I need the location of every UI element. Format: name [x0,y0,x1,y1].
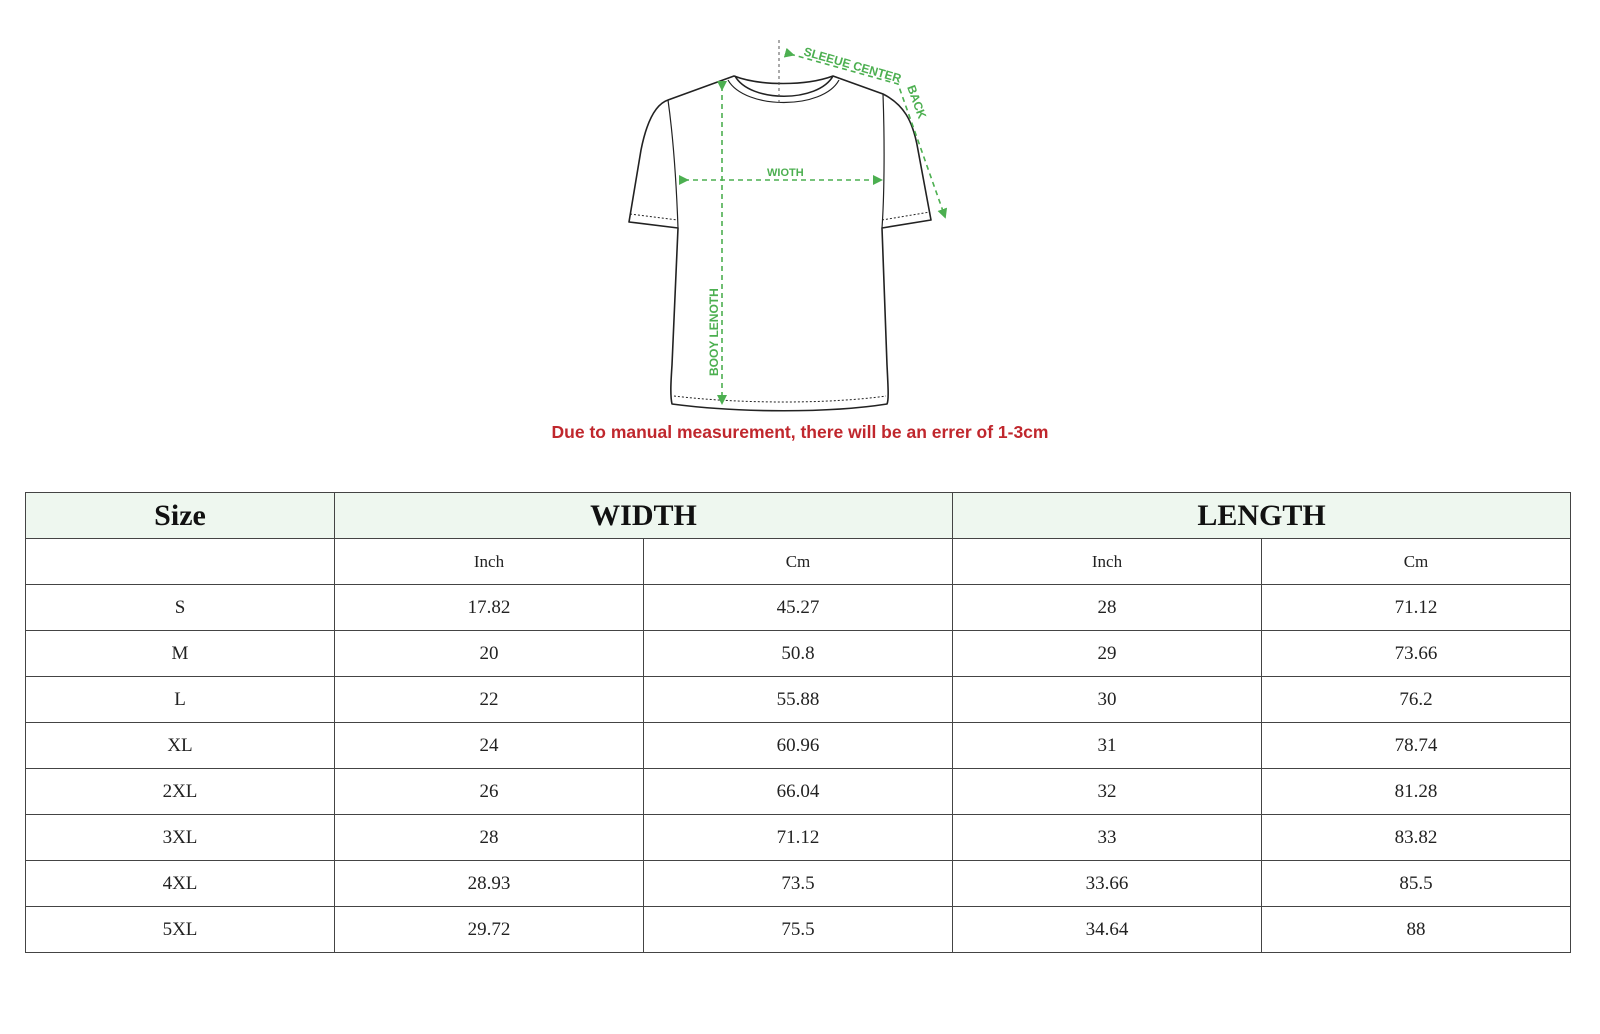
width-inch-unit: Inch [335,539,644,585]
table-row [26,677,1571,723]
table-row [26,723,1571,769]
size-cell: XL [26,723,335,769]
back-label: BACK [904,83,930,121]
length-cm-cell: 73.66 [1262,631,1571,677]
width-cm-cell: 71.12 [644,815,953,861]
length-inch-cell: 32 [953,769,1262,815]
tshirt-outline [629,76,931,411]
size-cell: 2XL [26,769,335,815]
size-cell: S [26,585,335,631]
width-header: WIDTH [335,493,953,539]
length-inch-unit: Inch [953,539,1262,585]
length-cm-cell: 81.28 [1262,769,1571,815]
width-inch-cell: 24 [335,723,644,769]
length-cm-cell: 76.2 [1262,677,1571,723]
size-cell: 5XL [26,907,335,953]
width-inch-cell: 20 [335,631,644,677]
length-inch-cell: 29 [953,631,1262,677]
unit-row [26,539,1571,585]
length-inch-cell: 30 [953,677,1262,723]
length-inch-cell: 33.66 [953,861,1262,907]
table-row [26,585,1571,631]
length-cm-cell: 83.82 [1262,815,1571,861]
table-header-row [26,493,1571,539]
sleeve-center-label: SLEEUE CENTER [802,44,903,86]
table-row [26,769,1571,815]
width-cm-unit: Cm [644,539,953,585]
width-cm-cell: 66.04 [644,769,953,815]
size-chart-table [25,492,1571,953]
length-inch-cell: 34.64 [953,907,1262,953]
width-inch-cell: 26 [335,769,644,815]
width-cm-cell: 73.5 [644,861,953,907]
table-row [26,907,1571,953]
width-label: WIOTH [767,167,804,179]
length-cm-cell: 85.5 [1262,861,1571,907]
table-row [26,861,1571,907]
size-header: Size [26,493,335,539]
unit-empty-cell [26,539,335,585]
size-cell: 3XL [26,815,335,861]
width-inch-cell: 22 [335,677,644,723]
size-cell: L [26,677,335,723]
width-cm-cell: 75.5 [644,907,953,953]
width-cm-cell: 60.96 [644,723,953,769]
body-length-label: BOOY LENOTH [707,288,721,376]
length-cm-cell: 88 [1262,907,1571,953]
length-cm-unit: Cm [1262,539,1571,585]
tshirt-measurement-diagram [600,20,1000,430]
size-cell: 4XL [26,861,335,907]
size-cell: M [26,631,335,677]
width-inch-cell: 29.72 [335,907,644,953]
width-inch-cell: 17.82 [335,585,644,631]
length-inch-cell: 33 [953,815,1262,861]
width-cm-cell: 55.88 [644,677,953,723]
length-inch-cell: 31 [953,723,1262,769]
length-inch-cell: 28 [953,585,1262,631]
width-inch-cell: 28 [335,815,644,861]
measurement-error-note: Due to manual measurement, there will be an errer of 1-3cm [551,422,1049,442]
table-row [26,815,1571,861]
length-cm-cell: 71.12 [1262,585,1571,631]
length-header: LENGTH [953,493,1571,539]
width-cm-cell: 50.8 [644,631,953,677]
table-row [26,631,1571,677]
width-inch-cell: 28.93 [335,861,644,907]
length-cm-cell: 78.74 [1262,723,1571,769]
width-cm-cell: 45.27 [644,585,953,631]
